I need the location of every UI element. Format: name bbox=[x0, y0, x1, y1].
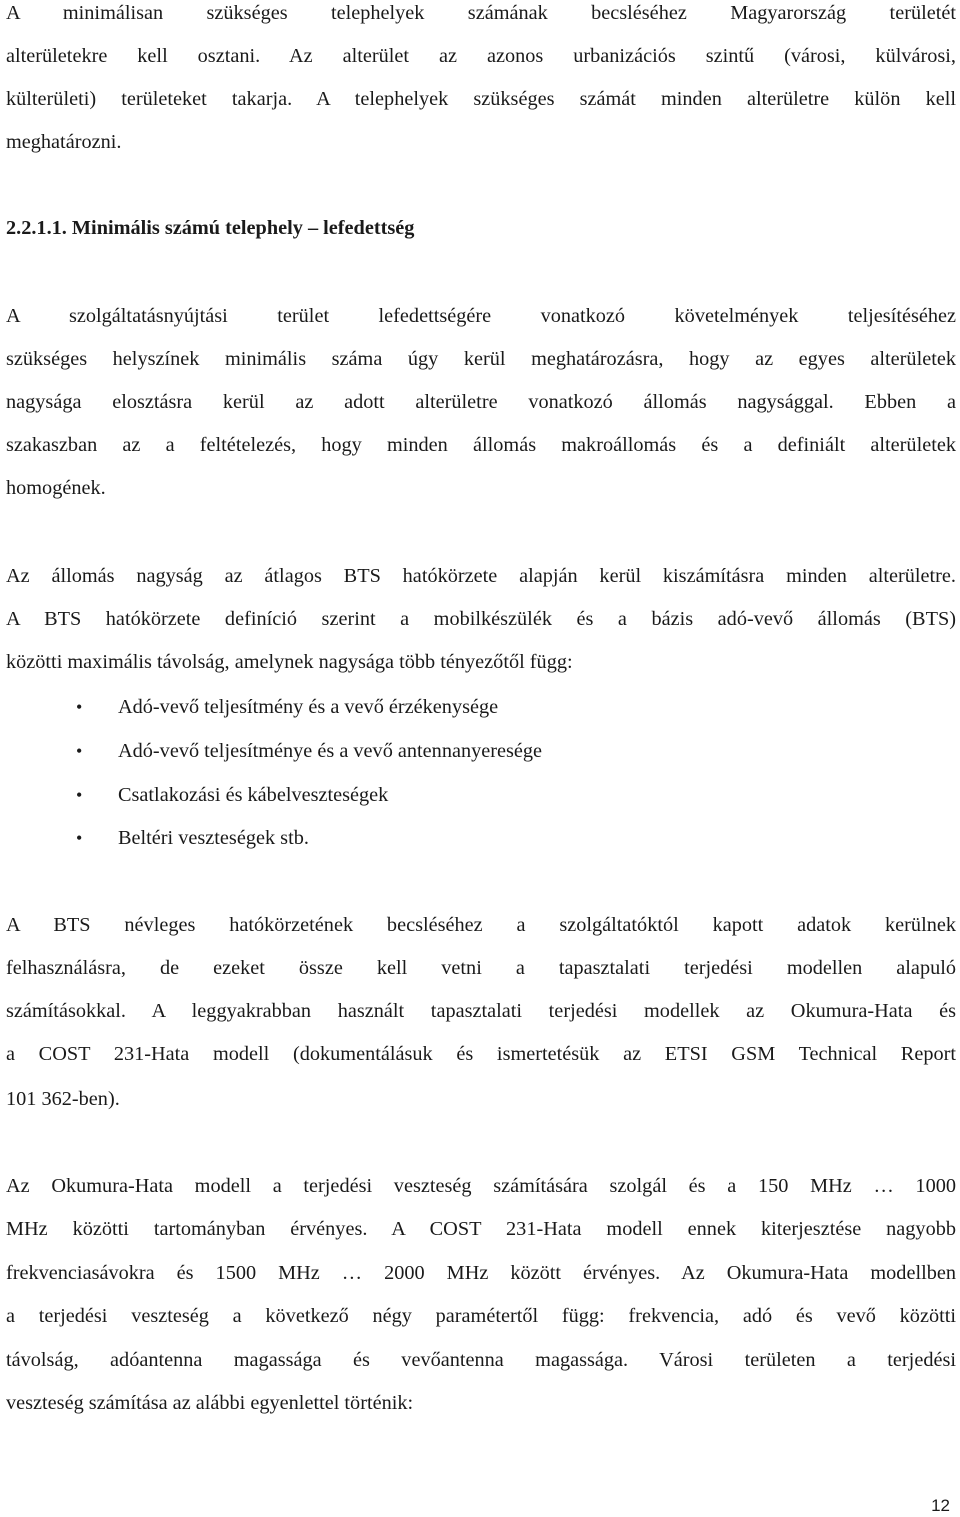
text-line: felhasználásra, de ezeket össze kell vetni a tapasztalati terjedési modellen alapuló bbox=[6, 957, 956, 979]
list-item: Adó-vevő teljesítmény és a vevő érzékenysége bbox=[118, 696, 499, 718]
text-line: frekvenciasávokra és 1500 MHz … 2000 MHz között érvényes. Az Okumura-Hata modellben bbox=[6, 1262, 956, 1284]
list-item: Csatlakozási és kábelveszteségek bbox=[118, 784, 389, 806]
text-line: számításokkal. A leggyakrabban használt tapasztalati terjedési modellek az Okumura-Hata és bbox=[6, 1000, 956, 1022]
text-line: 101 362-ben). bbox=[6, 1088, 120, 1110]
text-line: a terjedési veszteség a következő négy paramétertől függ: frekvencia, adó és vevő közötti bbox=[6, 1305, 956, 1327]
text-line: veszteség számítása az alábbi egyenlettel történik: bbox=[6, 1392, 414, 1414]
list-item: Adó-vevő teljesítménye és a vevő antennanyeresége bbox=[118, 740, 543, 762]
text-line: szakaszban az a feltételezés, hogy minden állomás makroállomás és a definiált alterületek bbox=[6, 434, 956, 456]
text-line: meghatározni. bbox=[6, 131, 122, 153]
text-line: MHz közötti tartományban érvényes. A COST 231-Hata modell ennek kiterjesztése nagyobb bbox=[6, 1218, 956, 1240]
bullet-marker: • bbox=[76, 785, 83, 805]
text-line: a COST 231-Hata modell (dokumentálásuk és ismertetésük az ETSI GSM Technical Report bbox=[6, 1043, 956, 1065]
text-line: A minimálisan szükséges telephelyek számának becsléséhez Magyarország területét bbox=[6, 2, 956, 24]
text-line: homogének. bbox=[6, 477, 106, 499]
text-line: A BTS hatókörzete definíció szerint a mobilkészülék és a bázis adó-vevő állomás (BTS) bbox=[6, 608, 956, 630]
list-item: Beltéri veszteségek stb. bbox=[118, 827, 309, 849]
text-line: Az Okumura-Hata modell a terjedési veszteség számítására szolgál és a 150 MHz … 1000 bbox=[6, 1175, 956, 1197]
text-line: A szolgáltatásnyújtási terület lefedettségére vonatkozó követelmények teljesítéséhez bbox=[6, 305, 956, 327]
section-heading: 2.2.1.1. Minimális számú telephely – lefedettség bbox=[6, 217, 415, 239]
text-line: külterületi) területeket takarja. A telephelyek szükséges számát minden alterületre külön kell bbox=[6, 88, 956, 110]
text-line: nagysága elosztásra kerül az adott alterületre vonatkozó állomás nagysággal. Ebben a bbox=[6, 391, 956, 413]
text-line: közötti maximális távolság, amelynek nagysága több tényezőtől függ: bbox=[6, 651, 573, 673]
page-number: 12 bbox=[931, 1496, 950, 1515]
text-line: alterületekre kell osztani. Az alterület az azonos urbanizációs szintű (városi, külvárosi, bbox=[6, 45, 956, 67]
text-line: távolság, adóantenna magassága és vevőantenna magassága. Városi területen a terjedési bbox=[6, 1349, 956, 1371]
text-line: szükséges helyszínek minimális száma úgy kerül meghatározásra, hogy az egyes alterületek bbox=[6, 348, 956, 370]
bullet-marker: • bbox=[76, 828, 83, 848]
bullet-marker: • bbox=[76, 697, 83, 717]
text-line: A BTS névleges hatókörzetének becsléséhez a szolgáltatóktól kapott adatok kerülnek bbox=[6, 914, 956, 936]
bullet-marker: • bbox=[76, 741, 83, 761]
text-line: Az állomás nagyság az átlagos BTS hatókörzete alapján kerül kiszámításra minden alterületre. bbox=[6, 565, 956, 587]
